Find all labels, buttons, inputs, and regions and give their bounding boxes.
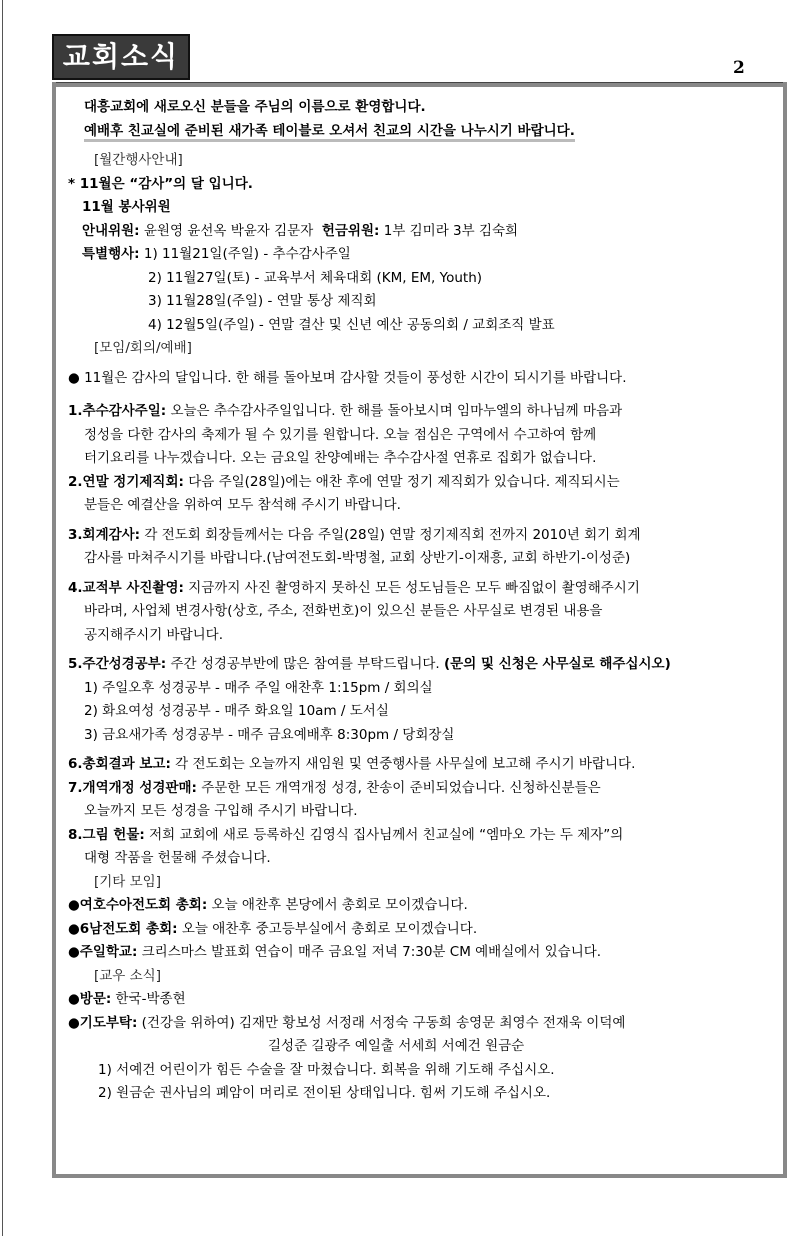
other-heading: [기타 모임] [94, 873, 161, 890]
guide-committee: 안내위원: 윤원영 윤선옥 박윤자 김문자 헌금위원: 1부 김미라 3부 김숙희 [82, 222, 519, 239]
special-event-3: 3) 11월28일(주일) - 연말 통상 제직회 [148, 293, 377, 309]
monthly-theme: * 11월은 “감사”의 달 입니다. [68, 175, 253, 192]
committee-title: 11월 봉사위원 [82, 199, 171, 215]
notice-item: 1.추수감사주일: 오늘은 추수감사주일입니다. 한 해를 돌아보시며 임마누엘의 하나님께 마음과 정성을 다한 감사의 축제가 될 수 있기를 원합니다. 오늘 점심은 구역에서 수고하여 함께 터기요리를 나누겠습니다. 오는 금요일 찬양예배는 추수감사절 연휴로 집회가 없습니다. [68, 403, 623, 466]
welcome-line-1: 대흥교회에 새로오신 분들을 주님의 이름으로 환영합니다. [84, 99, 426, 115]
bulletin-content [68, 96, 780, 1106]
page-number: 2 [733, 58, 745, 78]
monthly-heading: [월간행사안내] [94, 152, 183, 168]
prayer-item-2: 2) 원금순 권사님의 폐암이 머리로 전이된 상태입니다. 힘써 기도해 주십시오. [98, 1085, 551, 1101]
other-item: ●주일학교: 크리스마스 발표회 연습이 매주 금요일 저녁 7:30분 CM 예배실에서 있습니다. [68, 944, 602, 960]
visit-notice: ●방문: 한국-박종현 [68, 991, 186, 1007]
prayer-item-1: 1) 서예건 어린이가 힘든 수술을 잘 마쳤습니다. 회복을 위해 기도해 주십시오. [98, 1061, 555, 1078]
welcome-line-2: 예배후 친교실에 준비된 새가족 테이블로 오셔서 친교의 시간을 나누시기 바랍니다. [68, 120, 780, 144]
frame-left-border [52, 82, 56, 1178]
notice-item: 4.교적부 사진촬영: 지금까지 사진 촬영하지 못하신 모든 성도님들은 모두 빠짐없이 촬영해주시기 바라며, 사업체 변경사항(상호, 주소, 전화번호)이 있으신 분들은 사무실로 변경된 내용을 공지해주시기 바랍니다. [68, 579, 640, 643]
notice-item: 3.회계감사: 각 전도회 회장들께서는 다음 주일(28일) 연말 정기제직회 전까지 2010년 회기 회계 감사를 마쳐주시기를 바랍니다.(남여전도회-박명철, 교회 상반기-이재흥, 교회 하반기-이성준) [68, 526, 641, 566]
frame-bottom-border [52, 1174, 787, 1178]
other-item: ●여호수아전도회 총회: 오늘 애찬후 본당에서 총회로 모이겠습니다. [68, 897, 468, 913]
prayer-request: ●기도부탁: (건강을 위하여) 김재만 황보성 서정래 서정숙 구동희 송영문 최영수 전재욱 이덕예 [68, 1014, 626, 1031]
notice-item: 6.총회결과 보고: 각 전도회는 오늘까지 새임원 및 연중행사를 사무실에 보고해 주시기 바랍니다. [68, 756, 636, 772]
page-edge [2, 0, 3, 1236]
notice-item: 2.연말 정기제직회: 다음 주일(28일)에는 애찬 후에 연말 정기 제직회가 있습니다. 제직되시는 분들은 예결산을 위하여 모두 참석해 주시기 바랍니다. [68, 473, 620, 513]
meetings-intro: ● 11월은 감사의 달입니다. 한 해를 돌아보며 감사할 것들이 풍성한 시간이 되시기를 바랍니다. [68, 369, 627, 386]
special-event-4: 4) 12월5일(주일) - 연말 결산 및 신년 예산 공동의회 / 교회조직 발표 [148, 316, 555, 333]
frame-right-border [783, 82, 787, 1178]
members-heading: [교우 소식] [94, 967, 161, 984]
meetings-heading: [모임/회의/예배] [94, 340, 192, 356]
special-event-1: 특별행사: 1) 11월21일(주일) - 추수감사주일 [82, 246, 351, 262]
header-rule [52, 82, 787, 87]
other-item: ●6남전도회 총회: 오늘 애찬후 중고등부실에서 총회로 모이겠습니다. [68, 920, 478, 937]
bible-study-notice: 5.주간성경공부: 주간 성경공부반에 많은 참여를 부탁드립니다. (문의 및 신청은 사무실로 해주십시오) 1) 주일오후 성경공부 - 매주 주일 애찬후 1:15pm / 회의실 2) 화요여성 성경공부 - 매주 화요일 10am / 도서실 3) 금요새가족 성경공부 - 매주 금요예배후 8:30pm / 당회장실 [68, 656, 671, 743]
notice-item: 8.그림 헌물: 저희 교회에 새로 등록하신 김영식 집사님께서 친교실에 “엠마오 가는 두 제자”의 대형 작품을 헌물해 주셨습니다. [68, 826, 624, 866]
special-event-2: 2) 11월27일(토) - 교육부서 체육대회 (KM, EM, Youth) [148, 269, 483, 286]
section-banner-title: 교회소식 [52, 34, 190, 80]
prayer-names-line-2: 길성준 길광주 예일출 서세희 서예건 원금순 [268, 1038, 525, 1054]
notice-item: 7.개역개정 성경판매: 주문한 모든 개역개정 성경, 찬송이 준비되었습니다. 신청하신분들은 오늘까지 모든 성경을 구입해 주시기 바랍니다. [68, 779, 601, 819]
